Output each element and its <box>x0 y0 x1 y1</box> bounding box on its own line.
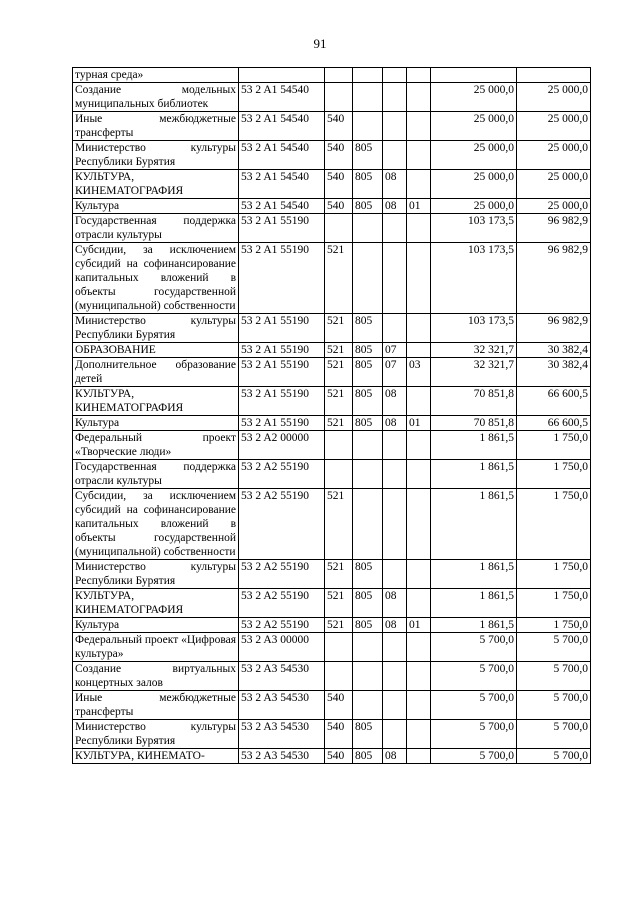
row-ministry-code-cell <box>353 243 383 314</box>
row-amount-second-year-cell: 25 000,0 <box>517 141 591 170</box>
table-row <box>73 633 591 662</box>
row-subsection-cell <box>407 243 431 314</box>
table-row <box>73 560 591 589</box>
row-subsection-cell <box>407 662 431 691</box>
table-row <box>73 720 591 749</box>
row-subsection-cell <box>407 214 431 243</box>
row-subsection-cell <box>407 489 431 560</box>
row-amount-first-year-cell: 25 000,0 <box>431 170 517 199</box>
row-ministry-code-cell <box>353 460 383 489</box>
row-name-cell: Дополнительное образование детей <box>73 358 239 387</box>
row-subsection-cell <box>407 749 431 764</box>
row-section-cell: 08 <box>383 387 407 416</box>
row-expense-type-cell: 540 <box>325 112 353 141</box>
row-expense-type-cell: 521 <box>325 618 353 633</box>
row-amount-second-year-cell: 5 700,0 <box>517 662 591 691</box>
row-ministry-code-cell: 805 <box>353 416 383 431</box>
row-subsection-cell <box>407 691 431 720</box>
row-name-cell: Иные межбюджетные трансферты <box>73 112 239 141</box>
row-name-cell: Государственная поддержка отрасли культуры <box>73 460 239 489</box>
row-name-cell: турная среда» <box>73 68 239 83</box>
row-name-cell: КУЛЬТУРА, КИНЕМАТОГРАФИЯ <box>73 589 239 618</box>
row-ministry-code-cell: 805 <box>353 589 383 618</box>
row-section-cell <box>383 112 407 141</box>
row-subsection-cell: 01 <box>407 416 431 431</box>
table-row <box>73 460 591 489</box>
row-subsection-cell <box>407 141 431 170</box>
row-subsection-cell <box>407 560 431 589</box>
row-ministry-code-cell: 805 <box>353 314 383 343</box>
row-code-cell: 53 2 A1 54540 <box>239 141 325 170</box>
table-row <box>73 489 591 560</box>
row-section-cell: 07 <box>383 358 407 387</box>
table-row <box>73 199 591 214</box>
row-ministry-code-cell <box>353 489 383 560</box>
row-section-cell <box>383 489 407 560</box>
row-code-cell: 53 2 A1 55190 <box>239 387 325 416</box>
row-amount-second-year-cell <box>517 68 591 83</box>
row-expense-type-cell: 521 <box>325 343 353 358</box>
row-code-cell: 53 2 A3 00000 <box>239 633 325 662</box>
row-subsection-cell: 03 <box>407 358 431 387</box>
row-expense-type-cell: 521 <box>325 416 353 431</box>
table-row <box>73 83 591 112</box>
row-subsection-cell <box>407 314 431 343</box>
row-expense-type-cell <box>325 633 353 662</box>
row-name-cell: Создание виртуальных концертных залов <box>73 662 239 691</box>
row-code-cell: 53 2 A1 55190 <box>239 314 325 343</box>
row-expense-type-cell: 540 <box>325 749 353 764</box>
row-expense-type-cell <box>325 460 353 489</box>
budget-table <box>72 67 591 764</box>
row-amount-first-year-cell: 103 173,5 <box>431 243 517 314</box>
row-section-cell <box>383 68 407 83</box>
row-amount-second-year-cell: 96 982,9 <box>517 243 591 314</box>
row-expense-type-cell: 540 <box>325 199 353 214</box>
row-code-cell: 53 2 A1 55190 <box>239 343 325 358</box>
row-amount-first-year-cell: 5 700,0 <box>431 691 517 720</box>
row-expense-type-cell <box>325 214 353 243</box>
row-ministry-code-cell <box>353 83 383 112</box>
row-expense-type-cell: 540 <box>325 720 353 749</box>
row-subsection-cell <box>407 720 431 749</box>
row-ministry-code-cell <box>353 662 383 691</box>
row-code-cell: 53 2 A2 55190 <box>239 589 325 618</box>
row-amount-first-year-cell: 103 173,5 <box>431 214 517 243</box>
row-amount-first-year-cell: 25 000,0 <box>431 112 517 141</box>
row-subsection-cell <box>407 387 431 416</box>
row-code-cell: 53 2 A2 55190 <box>239 560 325 589</box>
row-ministry-code-cell <box>353 633 383 662</box>
row-section-cell: 08 <box>383 589 407 618</box>
row-section-cell: 08 <box>383 618 407 633</box>
row-amount-second-year-cell: 66 600,5 <box>517 416 591 431</box>
row-expense-type-cell: 521 <box>325 489 353 560</box>
row-subsection-cell <box>407 460 431 489</box>
row-amount-second-year-cell: 66 600,5 <box>517 387 591 416</box>
row-amount-first-year-cell: 32 321,7 <box>431 358 517 387</box>
budget-table-body <box>73 68 591 764</box>
row-code-cell: 53 2 A1 54540 <box>239 112 325 141</box>
row-section-cell <box>383 560 407 589</box>
row-section-cell <box>383 431 407 460</box>
row-section-cell: 08 <box>383 199 407 214</box>
row-amount-first-year-cell: 5 700,0 <box>431 633 517 662</box>
row-amount-first-year-cell: 5 700,0 <box>431 662 517 691</box>
row-amount-second-year-cell: 30 382,4 <box>517 343 591 358</box>
row-amount-first-year-cell: 1 861,5 <box>431 618 517 633</box>
row-section-cell <box>383 314 407 343</box>
row-section-cell <box>383 460 407 489</box>
row-code-cell: 53 2 A1 54540 <box>239 83 325 112</box>
row-code-cell: 53 2 A1 55190 <box>239 214 325 243</box>
row-amount-second-year-cell: 1 750,0 <box>517 431 591 460</box>
table-row <box>73 589 591 618</box>
row-name-cell: ОБРАЗОВАНИЕ <box>73 343 239 358</box>
table-row <box>73 691 591 720</box>
row-section-cell <box>383 243 407 314</box>
table-row <box>73 243 591 314</box>
row-expense-type-cell: 521 <box>325 314 353 343</box>
row-subsection-cell <box>407 68 431 83</box>
row-ministry-code-cell: 805 <box>353 387 383 416</box>
row-name-cell: Министерство культуры Республики Бурятия <box>73 720 239 749</box>
table-row <box>73 387 591 416</box>
row-section-cell: 08 <box>383 416 407 431</box>
row-code-cell: 53 2 A1 54540 <box>239 199 325 214</box>
row-amount-first-year-cell: 25 000,0 <box>431 199 517 214</box>
row-name-cell: Министерство культуры Республики Бурятия <box>73 141 239 170</box>
row-expense-type-cell: 540 <box>325 691 353 720</box>
row-expense-type-cell: 521 <box>325 589 353 618</box>
row-section-cell: 08 <box>383 749 407 764</box>
row-name-cell: Министерство культуры Республики Бурятия <box>73 314 239 343</box>
row-name-cell: КУЛЬТУРА, КИНЕМАТОГРАФИЯ <box>73 170 239 199</box>
row-name-cell: Иные межбюджетные трансферты <box>73 691 239 720</box>
row-subsection-cell <box>407 83 431 112</box>
table-row <box>73 214 591 243</box>
row-expense-type-cell <box>325 431 353 460</box>
row-amount-second-year-cell: 96 982,9 <box>517 214 591 243</box>
table-row <box>73 749 591 764</box>
row-expense-type-cell: 521 <box>325 560 353 589</box>
row-amount-second-year-cell: 1 750,0 <box>517 618 591 633</box>
row-subsection-cell: 01 <box>407 199 431 214</box>
row-amount-second-year-cell: 1 750,0 <box>517 589 591 618</box>
row-expense-type-cell <box>325 83 353 112</box>
row-amount-first-year-cell: 1 861,5 <box>431 560 517 589</box>
row-section-cell <box>383 141 407 170</box>
row-ministry-code-cell <box>353 112 383 141</box>
row-amount-second-year-cell: 5 700,0 <box>517 749 591 764</box>
row-amount-first-year-cell: 1 861,5 <box>431 460 517 489</box>
row-amount-first-year-cell: 25 000,0 <box>431 83 517 112</box>
row-section-cell: 08 <box>383 170 407 199</box>
row-code-cell <box>239 68 325 83</box>
row-name-cell: Субсидии, за исключением субсидий на софинансирование капитальных вложений в объекты государственной (муниципальной) собственности <box>73 243 239 314</box>
row-name-cell: Государственная поддержка отрасли культуры <box>73 214 239 243</box>
row-expense-type-cell: 521 <box>325 358 353 387</box>
row-name-cell: Создание модельных муниципальных библиотек <box>73 83 239 112</box>
row-name-cell: Культура <box>73 416 239 431</box>
row-ministry-code-cell <box>353 68 383 83</box>
row-ministry-code-cell: 805 <box>353 618 383 633</box>
row-code-cell: 53 2 A1 54540 <box>239 170 325 199</box>
row-code-cell: 53 2 A3 54530 <box>239 662 325 691</box>
row-expense-type-cell: 540 <box>325 170 353 199</box>
row-name-cell: Субсидии, за исключением субсидий на софинансирование капитальных вложений в объекты государственной (муниципальной) собственности <box>73 489 239 560</box>
row-subsection-cell <box>407 589 431 618</box>
table-row <box>73 343 591 358</box>
row-code-cell: 53 2 A2 55190 <box>239 618 325 633</box>
table-row <box>73 170 591 199</box>
row-section-cell <box>383 662 407 691</box>
row-code-cell: 53 2 A2 55190 <box>239 489 325 560</box>
row-code-cell: 53 2 A1 55190 <box>239 358 325 387</box>
row-amount-first-year-cell: 70 851,8 <box>431 416 517 431</box>
row-subsection-cell <box>407 633 431 662</box>
table-row <box>73 358 591 387</box>
row-expense-type-cell: 521 <box>325 243 353 314</box>
row-section-cell <box>383 720 407 749</box>
row-amount-first-year-cell: 1 861,5 <box>431 431 517 460</box>
row-amount-second-year-cell: 5 700,0 <box>517 633 591 662</box>
row-amount-first-year-cell: 25 000,0 <box>431 141 517 170</box>
row-name-cell: Культура <box>73 618 239 633</box>
table-row <box>73 618 591 633</box>
row-ministry-code-cell: 805 <box>353 358 383 387</box>
row-amount-second-year-cell: 1 750,0 <box>517 460 591 489</box>
row-expense-type-cell <box>325 662 353 691</box>
row-amount-second-year-cell: 5 700,0 <box>517 720 591 749</box>
row-name-cell: Министерство культуры Республики Бурятия <box>73 560 239 589</box>
row-code-cell: 53 2 A1 55190 <box>239 416 325 431</box>
page-number: 91 <box>313 36 327 51</box>
row-ministry-code-cell: 805 <box>353 560 383 589</box>
row-ministry-code-cell: 805 <box>353 749 383 764</box>
table-row <box>73 141 591 170</box>
row-ministry-code-cell: 805 <box>353 170 383 199</box>
row-amount-second-year-cell: 25 000,0 <box>517 112 591 141</box>
table-row <box>73 68 591 83</box>
row-code-cell: 53 2 A1 55190 <box>239 243 325 314</box>
row-amount-first-year-cell: 70 851,8 <box>431 387 517 416</box>
row-amount-first-year-cell: 103 173,5 <box>431 314 517 343</box>
row-subsection-cell <box>407 431 431 460</box>
row-amount-second-year-cell: 96 982,9 <box>517 314 591 343</box>
row-amount-first-year-cell: 1 861,5 <box>431 589 517 618</box>
row-amount-second-year-cell: 1 750,0 <box>517 489 591 560</box>
row-amount-second-year-cell: 25 000,0 <box>517 199 591 214</box>
row-code-cell: 53 2 A3 54530 <box>239 720 325 749</box>
table-row <box>73 431 591 460</box>
row-section-cell <box>383 691 407 720</box>
row-expense-type-cell: 521 <box>325 387 353 416</box>
row-ministry-code-cell: 805 <box>353 720 383 749</box>
row-ministry-code-cell <box>353 431 383 460</box>
row-section-cell <box>383 214 407 243</box>
row-section-cell <box>383 83 407 112</box>
row-amount-second-year-cell: 1 750,0 <box>517 560 591 589</box>
row-ministry-code-cell: 805 <box>353 199 383 214</box>
row-amount-first-year-cell <box>431 68 517 83</box>
row-ministry-code-cell <box>353 214 383 243</box>
row-name-cell: Федеральный проект «Цифровая культура» <box>73 633 239 662</box>
row-section-cell: 07 <box>383 343 407 358</box>
row-amount-first-year-cell: 5 700,0 <box>431 720 517 749</box>
row-subsection-cell <box>407 170 431 199</box>
row-ministry-code-cell: 805 <box>353 343 383 358</box>
row-name-cell: Культура <box>73 199 239 214</box>
row-amount-second-year-cell: 30 382,4 <box>517 358 591 387</box>
row-amount-first-year-cell: 5 700,0 <box>431 749 517 764</box>
table-row <box>73 314 591 343</box>
table-row <box>73 662 591 691</box>
row-amount-second-year-cell: 25 000,0 <box>517 170 591 199</box>
row-code-cell: 53 2 A2 00000 <box>239 431 325 460</box>
table-row <box>73 416 591 431</box>
row-section-cell <box>383 633 407 662</box>
row-expense-type-cell: 540 <box>325 141 353 170</box>
row-amount-first-year-cell: 1 861,5 <box>431 489 517 560</box>
row-name-cell: Федеральный проект «Творческие люди» <box>73 431 239 460</box>
row-name-cell: КУЛЬТУРА, КИНЕМАТО- <box>73 749 239 764</box>
table-row <box>73 112 591 141</box>
row-code-cell: 53 2 A2 55190 <box>239 460 325 489</box>
row-amount-second-year-cell: 25 000,0 <box>517 83 591 112</box>
row-subsection-cell: 01 <box>407 618 431 633</box>
row-subsection-cell <box>407 343 431 358</box>
row-name-cell: КУЛЬТУРА, КИНЕМАТОГРАФИЯ <box>73 387 239 416</box>
row-subsection-cell <box>407 112 431 141</box>
row-ministry-code-cell: 805 <box>353 141 383 170</box>
row-amount-first-year-cell: 32 321,7 <box>431 343 517 358</box>
row-ministry-code-cell <box>353 691 383 720</box>
row-amount-second-year-cell: 5 700,0 <box>517 691 591 720</box>
row-code-cell: 53 2 A3 54530 <box>239 749 325 764</box>
row-code-cell: 53 2 A3 54530 <box>239 691 325 720</box>
row-expense-type-cell <box>325 68 353 83</box>
